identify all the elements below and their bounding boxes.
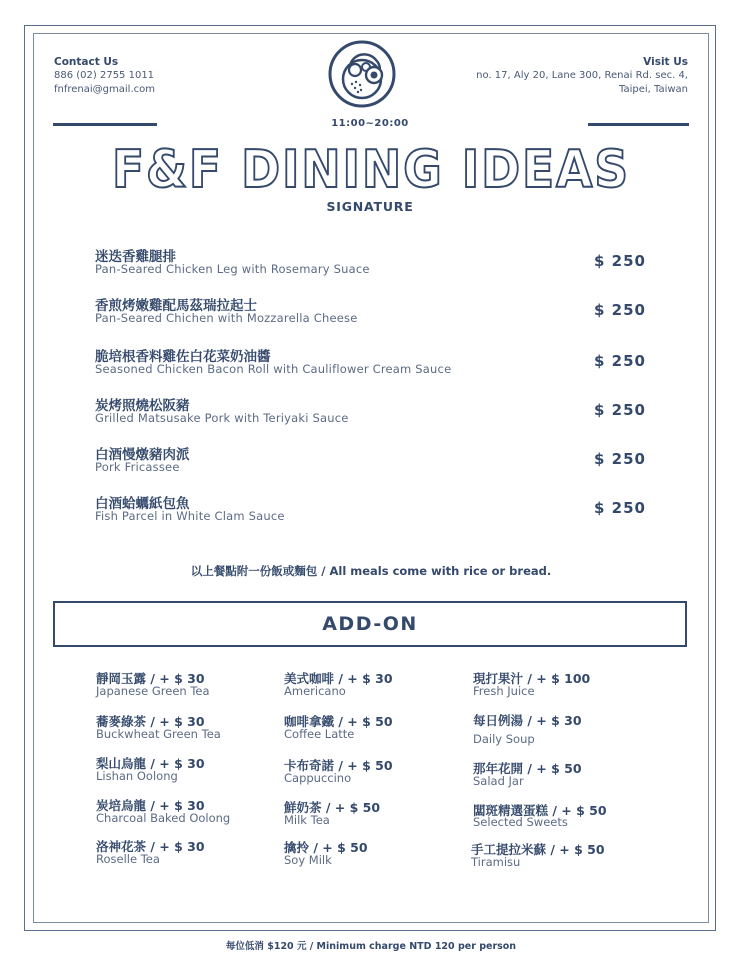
addon-name-en: Buckwheat Green Tea	[96, 727, 221, 741]
addon-name-en: Japanese Green Tea	[96, 684, 210, 698]
dish-name-en: Pan-Seared Chicken Leg with Rosemary Suace	[95, 262, 370, 276]
meal-note: 以上餐點附一份飯或麵包 / All meals come with rice or bread.	[190, 564, 552, 578]
dish-item	[95, 245, 655, 279]
addon-item	[473, 669, 663, 703]
addon-item	[96, 837, 286, 871]
dish-name-en: Fish Parcel in White Clam Sauce	[95, 509, 285, 523]
addon-name-en: Daily Soup	[473, 732, 535, 746]
addon-name-en: Charcoal Baked Oolong	[96, 811, 231, 825]
dish-name-en: Pork Fricassee	[95, 460, 180, 474]
addon-item	[284, 669, 474, 703]
dish-name-zh: 白酒蛤蠣紙包魚	[95, 496, 190, 512]
addon-title: ADD-ON	[322, 613, 418, 635]
addon-name-zh: 洛神花茶 / + $ 30	[96, 839, 205, 854]
addon-name-zh: 手工提拉米蘇 / + $ 50	[471, 842, 605, 857]
visit-address-line2: Taipei, Taiwan	[619, 84, 688, 95]
addon-name-zh: 梨山烏龍 / + $ 30	[96, 756, 205, 771]
addon-name-en: Fresh Juice	[473, 684, 535, 698]
addon-name-en: Tiramisu	[471, 855, 521, 869]
dish-price: $ 250	[594, 352, 646, 370]
addon-item	[96, 712, 286, 746]
dish-name-zh: 脆培根香料雞佐白花菜奶油醬	[95, 349, 271, 365]
dish-price: $ 250	[594, 401, 646, 419]
addon-item	[471, 840, 661, 874]
addon-item	[284, 712, 474, 746]
dish-item	[95, 492, 655, 526]
dish-name-zh: 白酒慢燉豬肉派	[95, 447, 190, 463]
addon-name-en: Selected Sweets	[473, 815, 568, 829]
addon-item	[473, 711, 663, 745]
minimum-charge-note: 每位低消 $120 元 / Minimum charge NTD 120 per person	[225, 941, 517, 952]
menu-section-signature: SIGNATURE	[326, 199, 414, 214]
dish-name-zh: 香煎烤嫩雞配馬茲瑞拉起士	[95, 298, 257, 314]
dish-name-en: Pan-Seared Chichen with Mozzarella Cheese	[95, 311, 358, 325]
addon-name-en: Coffee Latte	[284, 727, 355, 741]
title-text: F&F DINING IDEAS	[112, 140, 630, 197]
addon-name-zh: 炭培烏龍 / + $ 30	[96, 798, 205, 813]
dish-name-en: Seasoned Chicken Bacon Roll with Cauliflower Cream Sauce	[95, 362, 452, 376]
addon-name-zh: 靜岡玉露 / + $ 30	[96, 671, 205, 686]
dish-item	[95, 345, 655, 379]
addon-item	[96, 796, 286, 830]
addon-item	[473, 759, 663, 793]
dish-item	[95, 443, 655, 477]
addon-name-en: Soy Milk	[284, 853, 332, 867]
contact-email: fnfrenai@gmail.com	[54, 84, 155, 95]
dish-price: $ 250	[594, 499, 646, 517]
dish-item	[95, 294, 655, 328]
addon-name-zh: 闆斑精選蛋糕 / + $ 50	[473, 803, 607, 818]
addon-item	[473, 801, 663, 835]
opening-hours: 11:00~20:00	[331, 118, 409, 129]
dish-name-zh: 炭烤照燒松阪豬	[95, 398, 190, 414]
addon-name-zh: 每日例湯 / + $ 30	[473, 713, 582, 728]
addon-name-zh: 美式咖啡 / + $ 30	[284, 671, 393, 686]
addon-item	[284, 798, 474, 832]
addon-name-zh: 鮮奶茶 / + $ 50	[284, 800, 381, 815]
addon-name-zh: 擒拎 / + $ 50	[284, 840, 368, 855]
addon-name-en: Cappuccino	[284, 771, 352, 785]
visit-heading: Visit Us	[643, 56, 688, 68]
addon-name-zh: 那年花開 / + $ 50	[473, 761, 582, 776]
addon-name-en: Lishan Oolong	[96, 769, 178, 783]
dish-name-en: Grilled Matsusake Pork with Teriyaki Sauce	[95, 411, 349, 425]
addon-item	[96, 754, 286, 788]
dish-item	[95, 394, 655, 428]
addon-section-header	[53, 601, 687, 647]
contact-block	[54, 55, 155, 97]
contact-heading: Contact Us	[54, 56, 119, 68]
contact-phone: 886 (02) 2755 1011	[54, 70, 155, 81]
addon-name-en: Roselle Tea	[96, 852, 160, 866]
visit-address-line1: no. 17, Aly 20, Lane 300, Renai Rd. sec. 4,	[476, 70, 688, 81]
header-rule-left	[53, 123, 157, 126]
addon-name-zh: 卡布奇諾 / + $ 50	[284, 758, 393, 773]
restaurant-title	[108, 137, 634, 197]
visit-block	[476, 55, 688, 97]
plate-with-food-icon	[328, 40, 396, 108]
addon-item	[284, 838, 474, 872]
addon-item	[96, 669, 286, 703]
dish-name-zh: 迷迭香雞腿排	[95, 249, 176, 265]
addon-name-en: Americano	[284, 684, 346, 698]
dish-price: $ 250	[594, 301, 646, 319]
addon-name-en: Salad Jar	[473, 774, 524, 788]
addon-name-zh: 現打果汁 / + $ 100	[473, 671, 591, 686]
addon-name-en: Milk Tea	[284, 813, 330, 827]
header-rule-right	[588, 123, 689, 126]
addon-item	[284, 756, 474, 790]
addon-name-zh: 咖啡拿鐵 / + $ 50	[284, 714, 393, 729]
addon-name-zh: 蕎麥綠茶 / + $ 30	[96, 714, 205, 729]
dish-price: $ 250	[594, 450, 646, 468]
dish-price: $ 250	[594, 252, 646, 270]
